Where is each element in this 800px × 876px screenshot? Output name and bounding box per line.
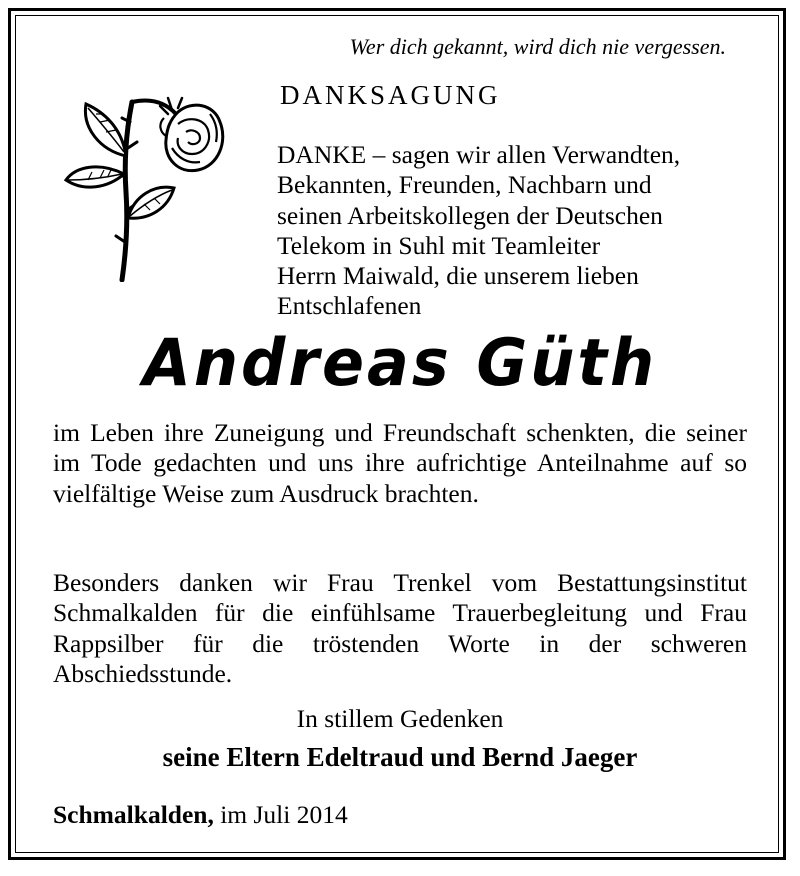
place-date: [53, 800, 348, 830]
closing-phrase: In stillem Gedenken: [296, 704, 504, 733]
intro-line: Herrn Maiwald, die unserem lieben: [277, 261, 639, 291]
motto: Wer dich gekannt, wird dich nie vergessen.: [349, 34, 726, 59]
place: Schmalkalden,: [53, 800, 214, 829]
heading: DANKSAGUNG: [280, 80, 501, 110]
intro-line: Bekannten, Freunden, Nachbarn und: [277, 170, 652, 200]
intro-line: DANKE – sagen wir allen Verwandten,: [277, 140, 681, 169]
family-signature: seine Eltern Edeltraud und Bernd Jaeger: [162, 742, 638, 772]
deceased-name: Andreas Güth: [142, 324, 658, 401]
special-thanks-paragraph: Besonders danken wir Frau Trenkel vom Bestattungsinstitut Schmalkalden für die einfühlsame Trauerbegleitung und Frau Rappsilber für die tröstenden Worte in der schweren Abschiedsstunde.: [53, 568, 747, 688]
intro-line: Entschlafenen: [277, 291, 422, 321]
intro-line: Telekom in Suhl mit Teamleiter: [277, 230, 601, 260]
rose-icon: [60, 92, 230, 282]
thanks-paragraph: im Leben ihre Zuneigung und Freundschaft schenkten, die seiner im Tode gedachten und uns ihre aufrichtige Anteilnahme auf so vielfältige Weise zum Ausdruck brachten.: [53, 418, 747, 508]
date: im Juli 2014: [220, 800, 348, 829]
intro-line: seinen Arbeitskollegen der Deutschen: [277, 200, 663, 230]
intro-text: [277, 140, 680, 322]
